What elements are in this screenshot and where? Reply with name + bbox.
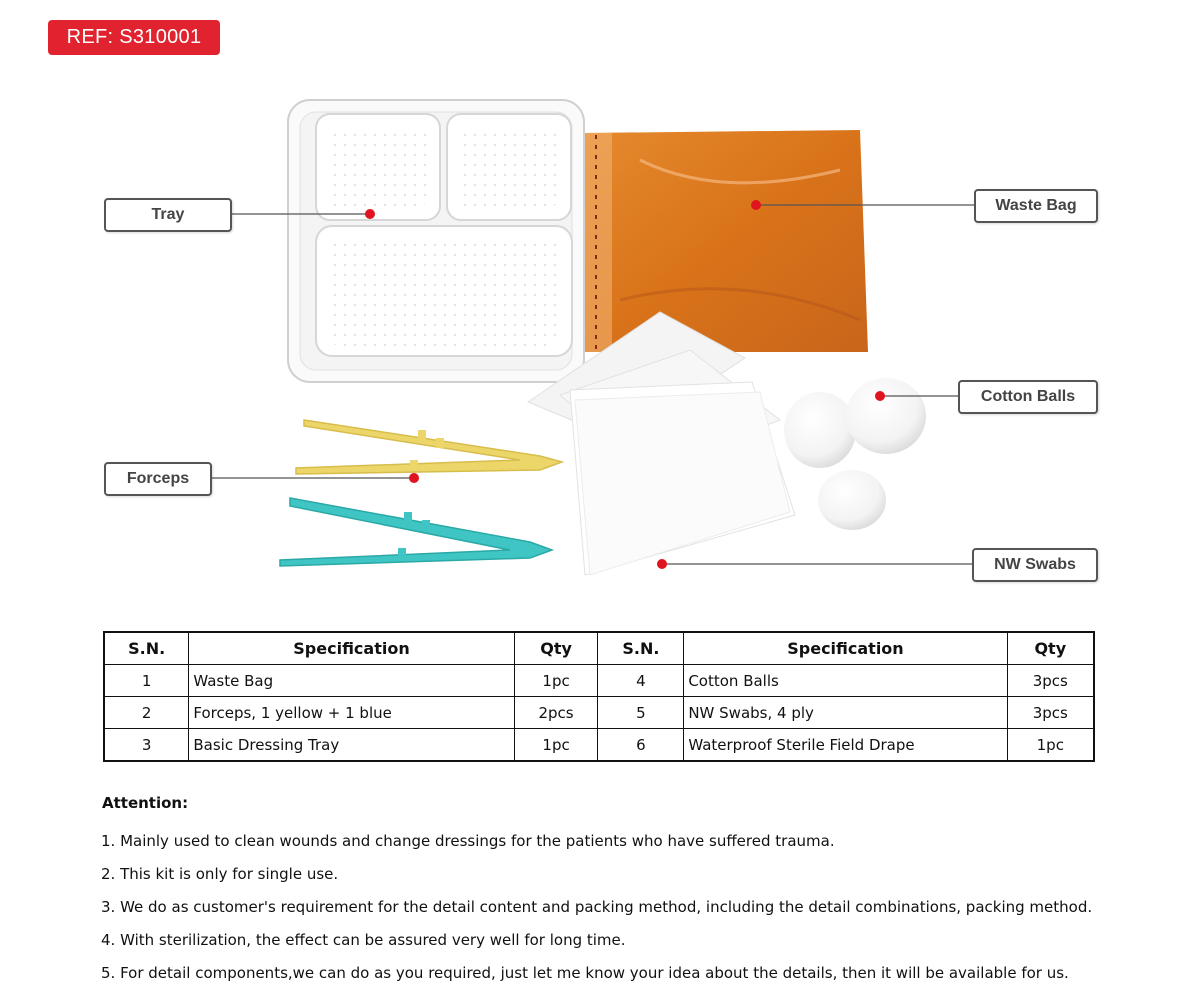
- header-spec-1: Specification: [189, 632, 514, 665]
- cell-spec: Basic Dressing Tray: [189, 729, 514, 762]
- callout-tray: Tray: [104, 198, 232, 232]
- forceps-blue-image: [280, 498, 552, 566]
- cell-qty: 2pcs: [514, 697, 598, 729]
- callout-waste-bag: Waste Bag: [974, 189, 1098, 223]
- cell-sn: 2: [104, 697, 189, 729]
- forceps-dot: [409, 473, 419, 483]
- table-row: [104, 697, 1094, 729]
- cell-qty: 1pc: [514, 665, 598, 697]
- callout-nw-swabs: NW Swabs: [972, 548, 1098, 582]
- header-qty-1: Qty: [514, 632, 598, 665]
- cell-qty: 1pc: [514, 729, 598, 762]
- cell-sn: 4: [598, 665, 684, 697]
- cell-spec: NW Swabs, 4 ply: [684, 697, 1007, 729]
- note-4: 4. With sterilization, the effect can be assured very well for long time.: [101, 931, 626, 949]
- note-3: 3. We do as customer's requirement for the detail content and packing method, including the detail combinations, packing method.: [101, 898, 1093, 916]
- forceps-yellow-image: [296, 420, 562, 474]
- cell-spec: Cotton Balls: [684, 665, 1007, 697]
- cell-sn: 6: [598, 729, 684, 762]
- cell-sn: 5: [598, 697, 684, 729]
- attention-heading: Attention:: [102, 794, 189, 812]
- cotton-balls-dot: [875, 391, 885, 401]
- header-spec-2: Specification: [684, 632, 1007, 665]
- cell-spec: Waterproof Sterile Field Drape: [684, 729, 1007, 762]
- cotton-balls-image: [784, 378, 926, 530]
- cell-qty: 3pcs: [1007, 697, 1094, 729]
- waste-bag-image: [584, 130, 868, 352]
- waste-bag-dot: [751, 200, 761, 210]
- cell-qty: 1pc: [1007, 729, 1094, 762]
- cell-sn: 3: [104, 729, 189, 762]
- spec-table: [103, 631, 1095, 762]
- tray-image: [288, 100, 584, 382]
- note-2: 2. This kit is only for single use.: [101, 865, 339, 883]
- header-sn-2: S.N.: [598, 632, 684, 665]
- cell-qty: 3pcs: [1007, 665, 1094, 697]
- header-qty-2: Qty: [1007, 632, 1094, 665]
- table-row: [104, 729, 1094, 762]
- note-1: 1. Mainly used to clean wounds and change dressings for the patients who have suffered trauma.: [101, 832, 835, 850]
- nw-swabs-dot: [657, 559, 667, 569]
- header-sn-1: S.N.: [104, 632, 189, 665]
- cell-spec: Forceps, 1 yellow + 1 blue: [189, 697, 514, 729]
- cell-sn: 1: [104, 665, 189, 697]
- callout-forceps: Forceps: [104, 462, 212, 496]
- table-header-row: [104, 632, 1094, 665]
- table-row: [104, 665, 1094, 697]
- note-5: 5. For detail components,we can do as you required, just let me know your idea about the details, then it will be available for us.: [101, 964, 1069, 982]
- ref-badge: REF: S310001: [48, 20, 220, 55]
- tray-dot: [365, 209, 375, 219]
- cell-spec: Waste Bag: [189, 665, 514, 697]
- callout-cotton-balls: Cotton Balls: [958, 380, 1098, 414]
